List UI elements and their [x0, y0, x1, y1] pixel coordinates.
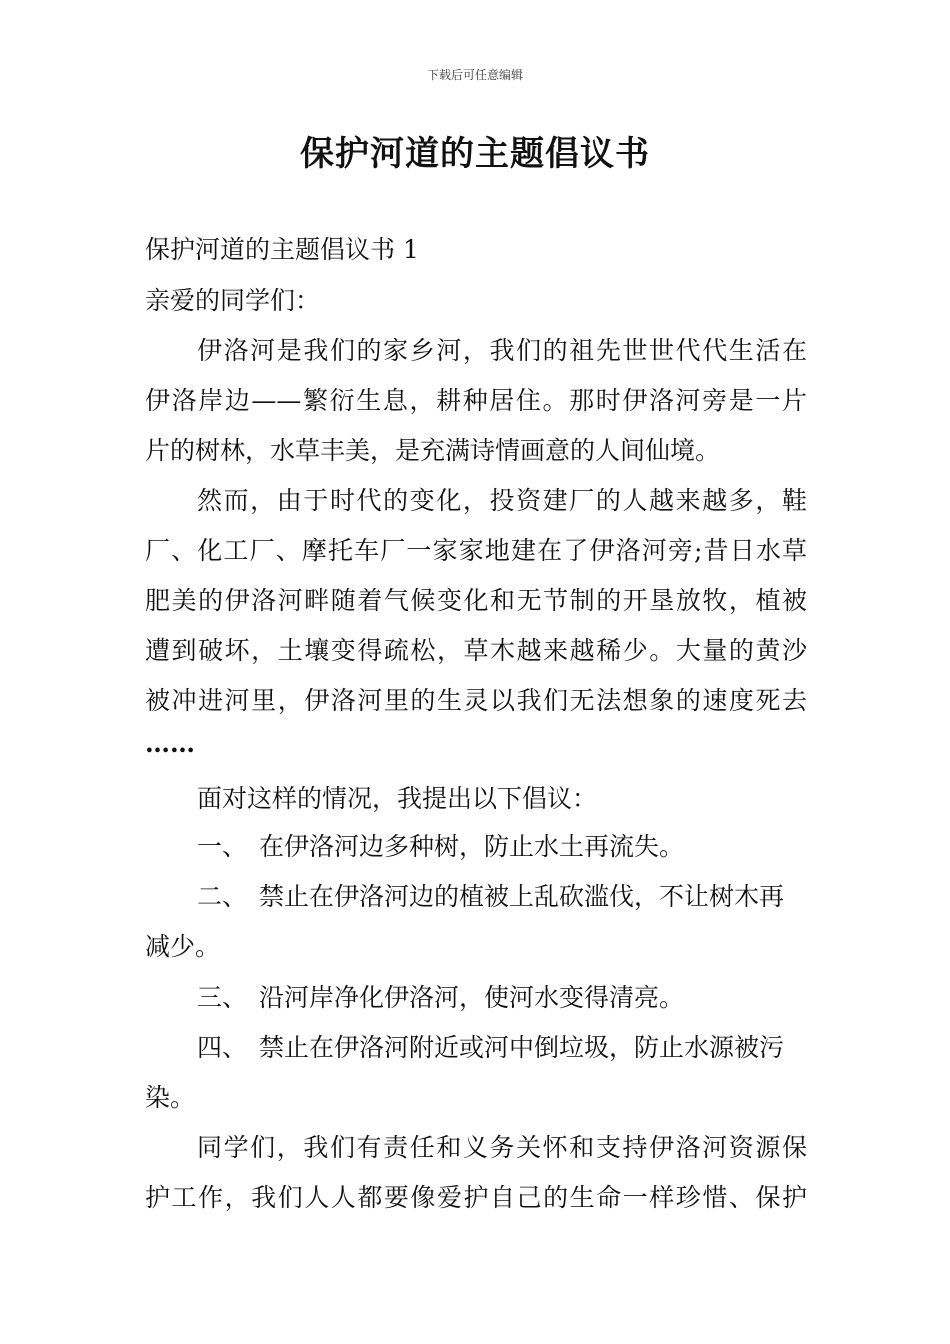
proposal-text: 沿河岸净化伊洛河，使河水变得清亮。	[259, 983, 685, 1012]
proposal-2	[197, 881, 784, 913]
closing-line-2: 护工作，我们人人都要像爱护自己的生命一样珍惜、保护	[145, 1183, 807, 1212]
proposal-4	[197, 1032, 784, 1064]
header-note: 下载后可任意编辑	[426, 68, 523, 82]
proposal-number: 二、	[197, 882, 248, 911]
paragraph-1-line-1: 伊洛河是我们的家乡河，我们的祖先世世代代生活在	[197, 336, 807, 365]
proposal-3	[197, 982, 684, 1014]
paragraph-2-line-1: 然而，由于时代的变化，投资建厂的人越来越多，鞋	[197, 486, 807, 515]
proposal-number: 四、	[197, 1033, 248, 1062]
paragraph-2-line-2: 厂、化工厂、摩托车厂一家家地建在了伊洛河旁;昔日水草	[145, 536, 807, 565]
proposal-4-continuation: 染。	[145, 1083, 196, 1112]
proposal-text: 禁止在伊洛河附近或河中倒垃圾，防止水源被污	[259, 1033, 785, 1062]
paragraph-1-line-3: 片的树林，水草丰美，是充满诗情画意的人间仙境。	[145, 436, 721, 465]
paragraph-2-ellipsis: ……	[145, 729, 195, 758]
paragraph-1-line-2: 伊洛岸边——繁衍生息，耕种居住。那时伊洛河旁是一片	[145, 386, 807, 415]
paragraph-2-line-3: 肥美的伊洛河畔随着气候变化和无节制的开垦放牧，植被	[145, 586, 807, 615]
proposal-2-continuation: 减少。	[145, 932, 221, 961]
paragraph-2-line-4: 遭到破坏，土壤变得疏松，草木越来越稀少。大量的黄沙	[145, 636, 807, 665]
proposal-text: 在伊洛河边多种树，防止水土再流失。	[259, 832, 685, 861]
proposal-number: 三、	[197, 983, 248, 1012]
paragraph-2-line-5: 被冲进河里，伊洛河里的生灵以我们无法想象的速度死去	[145, 686, 807, 715]
proposal-text: 禁止在伊洛河边的植被上乱砍滥伐，不让树木再	[259, 882, 785, 911]
document-title: 保护河道的主题倡议书	[300, 134, 650, 174]
proposal-number: 一、	[197, 832, 248, 861]
proposal-1	[197, 831, 684, 863]
section-heading: 保护河道的主题倡议书 1	[145, 235, 419, 264]
salutation: 亲爱的同学们：	[145, 286, 321, 315]
closing-line-1: 同学们，我们有责任和义务关怀和支持伊洛河资源保	[197, 1133, 807, 1162]
paragraph-3-line-1: 面对这样的情况，我提出以下倡议：	[197, 784, 598, 813]
